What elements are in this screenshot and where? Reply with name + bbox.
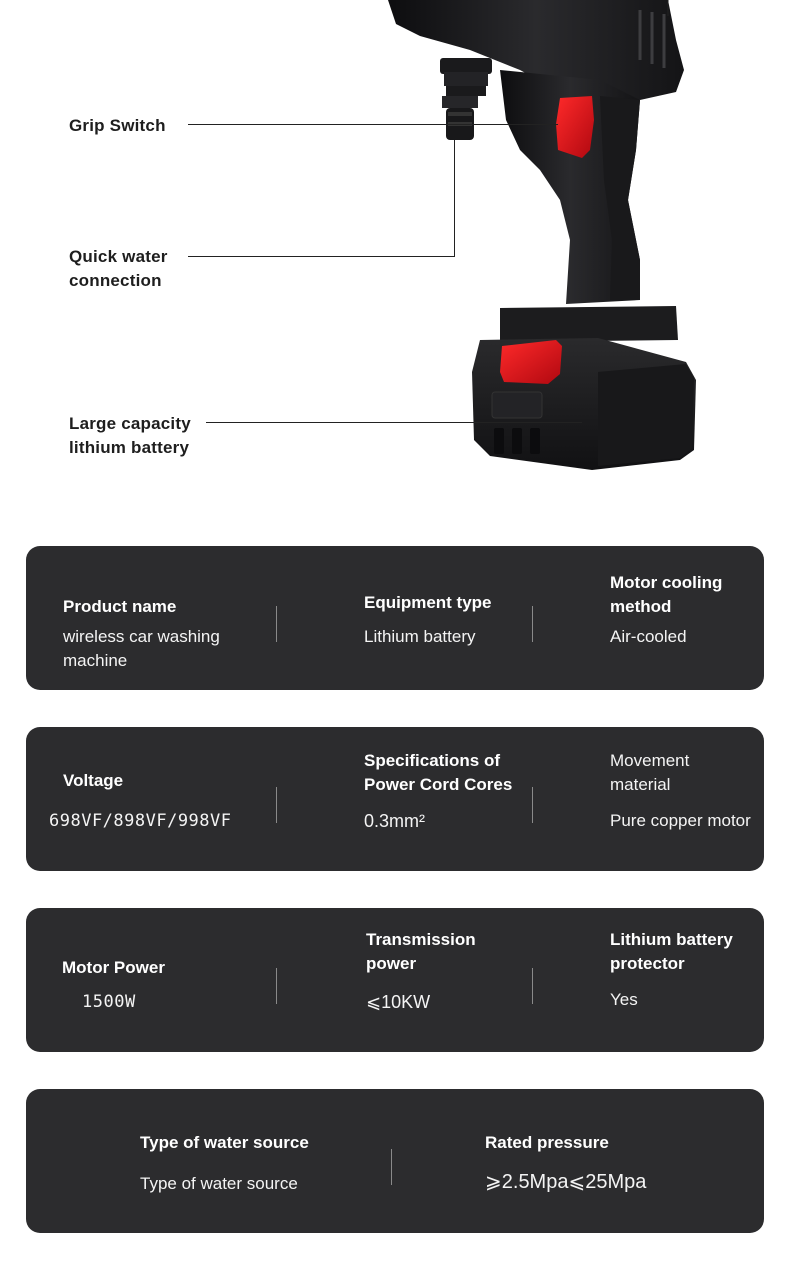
product-illustration-section — [0, 0, 790, 510]
leader-line-grip-switch — [188, 124, 558, 125]
spec-title-rated-pressure: Rated pressure — [485, 1133, 609, 1152]
spec-card-2 — [26, 727, 764, 871]
spec-divider — [532, 606, 533, 642]
grip-switch-trigger — [556, 96, 594, 158]
spec-value-motor-cooling: Air-cooled — [610, 627, 687, 646]
callout-quick-water-line1: Quick water — [69, 247, 168, 266]
leader-line-quick-water-v — [454, 140, 455, 257]
leader-line-battery — [206, 422, 582, 423]
spec-card-1 — [26, 546, 764, 690]
spec-value-water-source: Type of water source — [140, 1174, 298, 1193]
callout-battery-line1: Large capacity — [69, 414, 191, 433]
spec-value-rated-pressure: ⩾2.5Mpa⩽25Mpa — [485, 1171, 647, 1193]
quick-water-connector — [440, 58, 492, 140]
spec-title-transmission-line1: Transmission — [366, 930, 476, 949]
spec-title-water-source: Type of water source — [140, 1133, 309, 1152]
spec-title-power-cord-line2: Power Cord Cores — [364, 775, 513, 794]
spec-card-4 — [26, 1089, 764, 1233]
spec-value-product-name-line1: wireless car washing — [63, 627, 220, 646]
spec-title-product-name: Product name — [63, 597, 177, 616]
spec-value-product-name-line2: machine — [63, 651, 128, 670]
spec-title-movement-line2: material — [610, 775, 671, 794]
callout-quick-water-line2: connection — [69, 271, 162, 290]
spec-value-movement: Pure copper motor — [610, 811, 751, 830]
spec-title-battery-protector-line1: Lithium battery — [610, 930, 733, 949]
spec-divider — [276, 968, 277, 1004]
battery-release-button — [500, 340, 562, 384]
spec-value-transmission: ⩽10KW — [366, 992, 431, 1012]
battery-grooves — [494, 428, 540, 454]
spec-title-transmission-line2: power — [366, 954, 417, 973]
spec-title-power-cord-line1: Specifications of — [364, 751, 501, 770]
spec-title-voltage: Voltage — [63, 771, 124, 790]
battery-mount — [500, 306, 678, 342]
spec-title-motor-power: Motor Power — [62, 958, 165, 977]
spec-divider — [391, 1149, 392, 1185]
spec-divider — [532, 968, 533, 1004]
spec-divider — [532, 787, 533, 823]
spec-divider — [276, 787, 277, 823]
spec-value-battery-protector: Yes — [610, 990, 638, 1009]
spec-value-voltage: 698VF/898VF/998VF — [49, 811, 232, 831]
spec-value-equipment-type: Lithium battery — [364, 627, 476, 646]
spec-title-motor-cooling-line1: Motor cooling — [610, 573, 723, 592]
spec-title-battery-protector-line2: protector — [610, 954, 685, 973]
spec-value-power-cord: 0.3mm² — [364, 811, 426, 831]
spec-title-equipment-type: Equipment type — [364, 593, 492, 612]
spec-title-movement-line1: Movement — [610, 751, 690, 770]
spec-title-motor-cooling-line2: method — [610, 597, 672, 616]
spec-divider — [276, 606, 277, 642]
spec-card-3 — [26, 908, 764, 1052]
callout-grip-switch: Grip Switch — [69, 116, 166, 135]
spec-value-motor-power: 1500W — [82, 992, 136, 1012]
leader-line-quick-water-h — [188, 256, 455, 257]
callout-battery-line2: lithium battery — [69, 438, 190, 457]
